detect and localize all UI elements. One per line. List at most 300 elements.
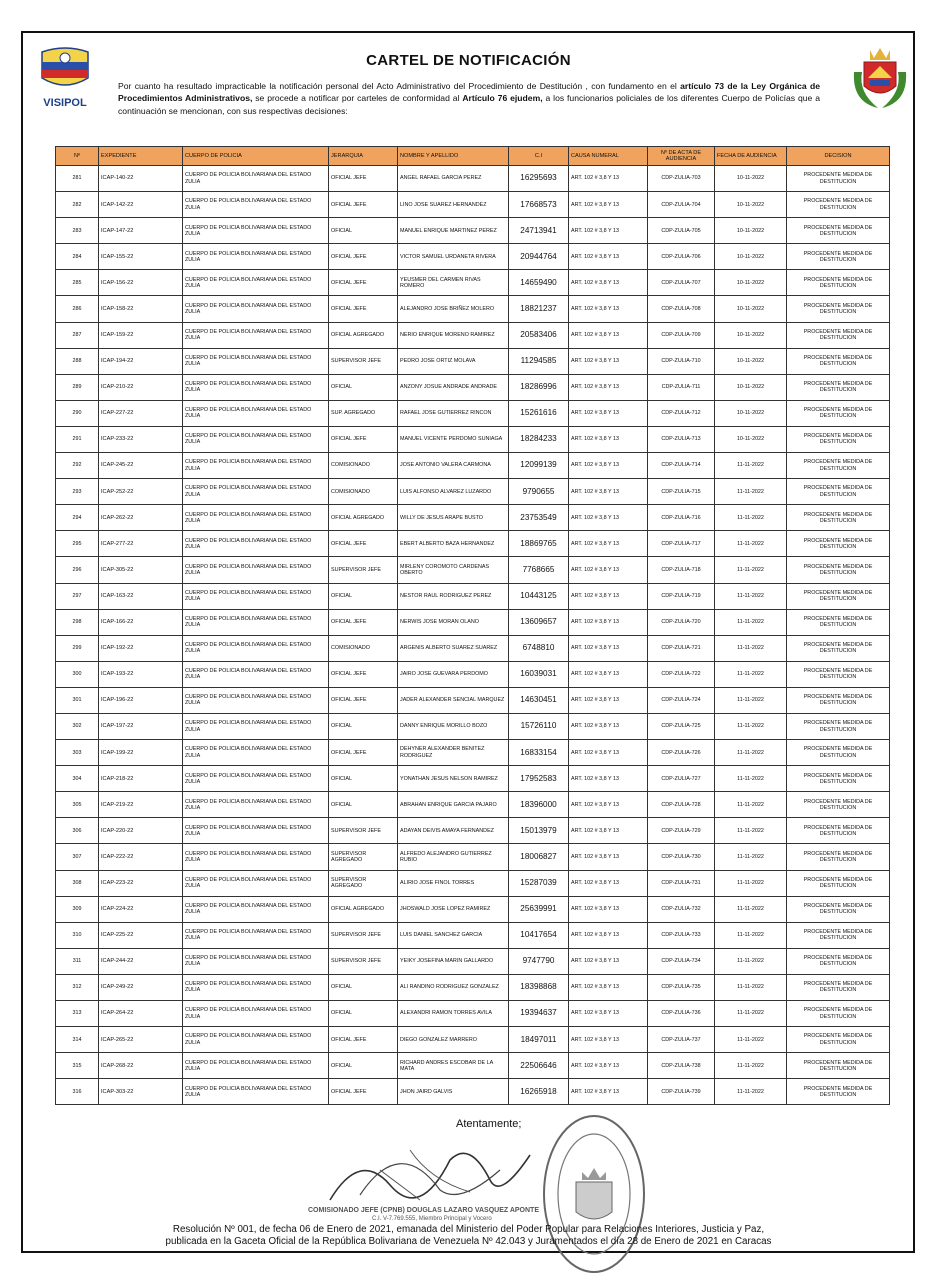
cell-decision: PROCEDENTE MEDIDA DE DESTITUCION [787, 192, 890, 218]
cell-jerarquia: OFICIAL JEFE [329, 270, 398, 296]
cell-causa: ART. 102 # 3,8 Y 13 [569, 192, 648, 218]
intro-text: se procede a notificar por carteles de conformidad al [252, 93, 463, 104]
cell-causa: ART. 102 # 3,8 Y 13 [569, 1027, 648, 1053]
cell-nombre: LUIS DANIEL SANCHEZ GARCIA [398, 922, 509, 948]
cell-acta: CDP-ZULIA-709 [648, 322, 715, 348]
cell-decision: PROCEDENTE MEDIDA DE DESTITUCION [787, 453, 890, 479]
cell-cuerpo: CUERPO DE POLICIA BOLIVARIANA DEL ESTADO ZULIA [183, 244, 329, 270]
cell-decision: PROCEDENTE MEDIDA DE DESTITUCION [787, 479, 890, 505]
cell-jerarquia: OFICIAL JEFE [329, 166, 398, 192]
cell-cuerpo: CUERPO DE POLICIA BOLIVARIANA DEL ESTADO ZULIA [183, 270, 329, 296]
cell-acta: CDP-ZULIA-719 [648, 583, 715, 609]
cell-ci: 16039031 [509, 661, 569, 687]
cell-ci: 6748810 [509, 635, 569, 661]
cell-fecha: 11-11-2022 [715, 870, 787, 896]
cell-acta: CDP-ZULIA-736 [648, 1001, 715, 1027]
cell-ci: 23753549 [509, 505, 569, 531]
cell-decision: PROCEDENTE MEDIDA DE DESTITUCION [787, 557, 890, 583]
cell-acta: CDP-ZULIA-718 [648, 557, 715, 583]
cell-cuerpo: CUERPO DE POLICIA BOLIVARIANA DEL ESTADO ZULIA [183, 635, 329, 661]
cell-causa: ART. 102 # 3,8 Y 13 [569, 400, 648, 426]
page-title: CARTEL DE NOTIFICACIÓN [366, 52, 571, 69]
table-row [56, 244, 890, 270]
cell-causa: ART. 102 # 3,8 Y 13 [569, 531, 648, 557]
table-row [56, 1079, 890, 1105]
cell-ci: 9790655 [509, 479, 569, 505]
cell-decision: PROCEDENTE MEDIDA DE DESTITUCION [787, 1053, 890, 1079]
cell-decision: PROCEDENTE MEDIDA DE DESTITUCION [787, 661, 890, 687]
cell-nombre: WILLY DE JESUS ARAPE BUSTO [398, 505, 509, 531]
official-seal-stamp [540, 1112, 648, 1276]
cell-expediente: ICAP-264-22 [99, 1001, 183, 1027]
cell-jerarquia: OFICIAL JEFE [329, 1079, 398, 1105]
table-row [56, 635, 890, 661]
table-row [56, 1027, 890, 1053]
cell-fecha: 11-11-2022 [715, 1079, 787, 1105]
cell-expediente: ICAP-252-22 [99, 479, 183, 505]
table-row [56, 322, 890, 348]
cell-jerarquia: OFICIAL JEFE [329, 609, 398, 635]
table-row [56, 400, 890, 426]
cell-decision: PROCEDENTE MEDIDA DE DESTITUCION [787, 166, 890, 192]
cell-nombre: NESTOR RAUL RODRIGUEZ PEREZ [398, 583, 509, 609]
table-row [56, 661, 890, 687]
cell-acta: CDP-ZULIA-732 [648, 896, 715, 922]
cell-decision: PROCEDENTE MEDIDA DE DESTITUCION [787, 531, 890, 557]
cell-acta: CDP-ZULIA-734 [648, 948, 715, 974]
cell-decision: PROCEDENTE MEDIDA DE DESTITUCION [787, 766, 890, 792]
cell-decision: PROCEDENTE MEDIDA DE DESTITUCION [787, 687, 890, 713]
cell-acta: CDP-ZULIA-708 [648, 296, 715, 322]
cell-expediente: ICAP-223-22 [99, 870, 183, 896]
cell-acta: CDP-ZULIA-739 [648, 1079, 715, 1105]
cell-acta: CDP-ZULIA-714 [648, 453, 715, 479]
cell-cuerpo: CUERPO DE POLICIA BOLIVARIANA DEL ESTADO ZULIA [183, 792, 329, 818]
cell-number: 296 [56, 557, 99, 583]
cell-fecha: 10-11-2022 [715, 426, 787, 452]
cell-cuerpo: CUERPO DE POLICIA BOLIVARIANA DEL ESTADO ZULIA [183, 1053, 329, 1079]
cell-number: 299 [56, 635, 99, 661]
cell-acta: CDP-ZULIA-731 [648, 870, 715, 896]
table-row [56, 896, 890, 922]
cell-ci: 17668573 [509, 192, 569, 218]
cell-fecha: 11-11-2022 [715, 948, 787, 974]
table-row [56, 766, 890, 792]
cell-cuerpo: CUERPO DE POLICIA BOLIVARIANA DEL ESTADO ZULIA [183, 166, 329, 192]
cell-nombre: DIEGO GONZALEZ MARRERO [398, 1027, 509, 1053]
cell-decision: PROCEDENTE MEDIDA DE DESTITUCION [787, 844, 890, 870]
cell-fecha: 11-11-2022 [715, 713, 787, 739]
cell-ci: 22506646 [509, 1053, 569, 1079]
cell-number: 305 [56, 792, 99, 818]
cell-jerarquia: OFICIAL [329, 1053, 398, 1079]
cell-expediente: ICAP-159-22 [99, 322, 183, 348]
cell-decision: PROCEDENTE MEDIDA DE DESTITUCION [787, 348, 890, 374]
table-row [56, 166, 890, 192]
cell-jerarquia: COMISIONADO [329, 479, 398, 505]
cell-number: 292 [56, 453, 99, 479]
cell-number: 289 [56, 374, 99, 400]
cell-jerarquia: OFICIAL JEFE [329, 531, 398, 557]
cell-cuerpo: CUERPO DE POLICIA BOLIVARIANA DEL ESTADO ZULIA [183, 687, 329, 713]
cell-expediente: ICAP-142-22 [99, 192, 183, 218]
table-row [56, 218, 890, 244]
cell-cuerpo: CUERPO DE POLICIA BOLIVARIANA DEL ESTADO ZULIA [183, 557, 329, 583]
cell-fecha: 11-11-2022 [715, 479, 787, 505]
cell-acta: CDP-ZULIA-717 [648, 531, 715, 557]
cell-causa: ART. 102 # 3,8 Y 13 [569, 322, 648, 348]
cell-acta: CDP-ZULIA-730 [648, 844, 715, 870]
cell-decision: PROCEDENTE MEDIDA DE DESTITUCION [787, 244, 890, 270]
cell-jerarquia: OFICIAL JEFE [329, 1027, 398, 1053]
cell-cuerpo: CUERPO DE POLICIA BOLIVARIANA DEL ESTADO ZULIA [183, 661, 329, 687]
cell-number: 283 [56, 218, 99, 244]
cell-fecha: 10-11-2022 [715, 270, 787, 296]
cell-acta: CDP-ZULIA-721 [648, 635, 715, 661]
table-row [56, 557, 890, 583]
cell-expediente: ICAP-219-22 [99, 792, 183, 818]
cell-expediente: ICAP-163-22 [99, 583, 183, 609]
cell-fecha: 11-11-2022 [715, 896, 787, 922]
table-row [56, 818, 890, 844]
cell-number: 316 [56, 1079, 99, 1105]
cell-acta: CDP-ZULIA-716 [648, 505, 715, 531]
cell-decision: PROCEDENTE MEDIDA DE DESTITUCION [787, 322, 890, 348]
cell-causa: ART. 102 # 3,8 Y 13 [569, 244, 648, 270]
cell-acta: CDP-ZULIA-726 [648, 740, 715, 766]
cell-jerarquia: OFICIAL AGREGADO [329, 896, 398, 922]
cell-expediente: ICAP-225-22 [99, 922, 183, 948]
cell-acta: CDP-ZULIA-705 [648, 218, 715, 244]
cell-decision: PROCEDENTE MEDIDA DE DESTITUCION [787, 374, 890, 400]
cell-nombre: JHON JAIRD GALVIS [398, 1079, 509, 1105]
cell-expediente: ICAP-233-22 [99, 426, 183, 452]
cell-decision: PROCEDENTE MEDIDA DE DESTITUCION [787, 713, 890, 739]
cell-causa: ART. 102 # 3,8 Y 13 [569, 218, 648, 244]
cell-fecha: 11-11-2022 [715, 453, 787, 479]
cell-number: 311 [56, 948, 99, 974]
table-row [56, 687, 890, 713]
cell-ci: 16265918 [509, 1079, 569, 1105]
cell-jerarquia: SUP. AGREGADO [329, 400, 398, 426]
cell-fecha: 11-11-2022 [715, 974, 787, 1000]
cell-cuerpo: CUERPO DE POLICIA BOLIVARIANA DEL ESTADO ZULIA [183, 374, 329, 400]
cell-decision: PROCEDENTE MEDIDA DE DESTITUCION [787, 740, 890, 766]
cell-jerarquia: OFICIAL JEFE [329, 426, 398, 452]
cell-fecha: 10-11-2022 [715, 400, 787, 426]
cell-number: 295 [56, 531, 99, 557]
cell-nombre: PEDRO JOSE ORTIZ MOLAVA [398, 348, 509, 374]
cell-number: 284 [56, 244, 99, 270]
cell-jerarquia: SUPERVISOR JEFE [329, 948, 398, 974]
cell-expediente: ICAP-156-22 [99, 270, 183, 296]
cell-causa: ART. 102 # 3,8 Y 13 [569, 948, 648, 974]
cell-decision: PROCEDENTE MEDIDA DE DESTITUCION [787, 270, 890, 296]
cell-nombre: RAFAEL JOSE GUTIERREZ RINCON [398, 400, 509, 426]
cell-fecha: 11-11-2022 [715, 1053, 787, 1079]
col-header-ci: C.I [509, 147, 569, 166]
handwritten-signature [300, 1130, 560, 1210]
cell-fecha: 11-11-2022 [715, 505, 787, 531]
cell-nombre: ARGENIS ALBERTO SUAREZ SUAREZ [398, 635, 509, 661]
cell-causa: ART. 102 # 3,8 Y 13 [569, 844, 648, 870]
cell-cuerpo: CUERPO DE POLICIA BOLIVARIANA DEL ESTADO ZULIA [183, 844, 329, 870]
cell-jerarquia: OFICIAL [329, 713, 398, 739]
cell-ci: 19394637 [509, 1001, 569, 1027]
table-row [56, 870, 890, 896]
cell-acta: CDP-ZULIA-733 [648, 922, 715, 948]
cell-expediente: ICAP-244-22 [99, 948, 183, 974]
cell-decision: PROCEDENTE MEDIDA DE DESTITUCION [787, 583, 890, 609]
cell-nombre: DANNY ENRIQUE MORILLO BOZO [398, 713, 509, 739]
cell-decision: PROCEDENTE MEDIDA DE DESTITUCION [787, 870, 890, 896]
intro-text: Por cuanto ha resultado impracticable la notificación personal del Acto Administrativo del Procedimiento de Destitución , con fundamento en el [118, 81, 681, 91]
cell-cuerpo: CUERPO DE POLICIA BOLIVARIANA DEL ESTADO ZULIA [183, 818, 329, 844]
cell-decision: PROCEDENTE MEDIDA DE DESTITUCION [787, 505, 890, 531]
cell-jerarquia: SUPERVISOR JEFE [329, 818, 398, 844]
cell-fecha: 11-11-2022 [715, 740, 787, 766]
cell-acta: CDP-ZULIA-729 [648, 818, 715, 844]
cell-nombre: LUIS ALFONSO ALVAREZ LUZARDO [398, 479, 509, 505]
cell-fecha: 11-11-2022 [715, 792, 787, 818]
cell-expediente: ICAP-220-22 [99, 818, 183, 844]
cell-number: 310 [56, 922, 99, 948]
cell-jerarquia: OFICIAL [329, 374, 398, 400]
cell-ci: 18497011 [509, 1027, 569, 1053]
cell-ci: 16295693 [509, 166, 569, 192]
table-row [56, 844, 890, 870]
cell-causa: ART. 102 # 3,8 Y 13 [569, 453, 648, 479]
table-row [56, 1001, 890, 1027]
cell-fecha: 10-11-2022 [715, 348, 787, 374]
cell-ci: 17952583 [509, 766, 569, 792]
cell-ci: 15261616 [509, 400, 569, 426]
cell-nombre: VICTOR SAMUEL URDANETA RIVERA [398, 244, 509, 270]
cell-jerarquia: COMISIONADO [329, 635, 398, 661]
table-row [56, 974, 890, 1000]
cell-decision: PROCEDENTE MEDIDA DE DESTITUCION [787, 296, 890, 322]
cell-ci: 18284233 [509, 426, 569, 452]
cell-jerarquia: SUPERVISOR JEFE [329, 348, 398, 374]
cell-fecha: 11-11-2022 [715, 557, 787, 583]
cell-acta: CDP-ZULIA-715 [648, 479, 715, 505]
cell-causa: ART. 102 # 3,8 Y 13 [569, 1079, 648, 1105]
cell-jerarquia: OFICIAL JEFE [329, 661, 398, 687]
cell-number: 293 [56, 479, 99, 505]
cell-nombre: JADER ALEXANDER SENCIAL MARQUEZ [398, 687, 509, 713]
cell-ci: 18396000 [509, 792, 569, 818]
cell-number: 314 [56, 1027, 99, 1053]
cell-fecha: 11-11-2022 [715, 609, 787, 635]
cell-nombre: RICHARD ANDRES ESCOBAR DE LA MATA [398, 1053, 509, 1079]
table-row [56, 948, 890, 974]
cell-nombre: MANUEL ENRIQUE MARTINEZ PEREZ [398, 218, 509, 244]
cell-number: 315 [56, 1053, 99, 1079]
cell-nombre: JAIRO JOSE GUEVARA PERDOMO [398, 661, 509, 687]
cell-fecha: 11-11-2022 [715, 818, 787, 844]
cell-expediente: ICAP-196-22 [99, 687, 183, 713]
cell-acta: CDP-ZULIA-710 [648, 348, 715, 374]
cell-ci: 12099139 [509, 453, 569, 479]
cell-cuerpo: CUERPO DE POLICIA BOLIVARIANA DEL ESTADO ZULIA [183, 922, 329, 948]
cell-cuerpo: CUERPO DE POLICIA BOLIVARIANA DEL ESTADO ZULIA [183, 505, 329, 531]
cell-acta: CDP-ZULIA-713 [648, 426, 715, 452]
cell-fecha: 11-11-2022 [715, 583, 787, 609]
cell-number: 313 [56, 1001, 99, 1027]
cell-expediente: ICAP-245-22 [99, 453, 183, 479]
table-row [56, 479, 890, 505]
table-row [56, 453, 890, 479]
cell-acta: CDP-ZULIA-704 [648, 192, 715, 218]
cell-number: 287 [56, 322, 99, 348]
cell-expediente: ICAP-262-22 [99, 505, 183, 531]
cell-causa: ART. 102 # 3,8 Y 13 [569, 348, 648, 374]
cell-nombre: YEIKY JOSEFINA MARIN GALLARDO [398, 948, 509, 974]
cell-expediente: ICAP-166-22 [99, 609, 183, 635]
table-header-row [56, 147, 890, 166]
cell-number: 312 [56, 974, 99, 1000]
cell-nombre: ADAYAN DEIVIS AMAYA FERNANDEZ [398, 818, 509, 844]
cell-nombre: JOSE ANTONIO VALERA CARMONA [398, 453, 509, 479]
cell-nombre: ALIRIO JOSE FINOL TORRES [398, 870, 509, 896]
cell-decision: PROCEDENTE MEDIDA DE DESTITUCION [787, 974, 890, 1000]
cell-causa: ART. 102 # 3,8 Y 13 [569, 635, 648, 661]
cell-expediente: ICAP-249-22 [99, 974, 183, 1000]
cell-ci: 15726110 [509, 713, 569, 739]
cell-causa: ART. 102 # 3,8 Y 13 [569, 583, 648, 609]
cell-expediente: ICAP-210-22 [99, 374, 183, 400]
cell-causa: ART. 102 # 3,8 Y 13 [569, 740, 648, 766]
cell-number: 288 [56, 348, 99, 374]
cell-causa: ART. 102 # 3,8 Y 13 [569, 766, 648, 792]
table-row [56, 713, 890, 739]
intro-text: a los funcionarios policiales de los diferentes Cuerpo de Policías que a continuación se mencionan, con sus respectivas decisiones: [118, 93, 820, 116]
cell-causa: ART. 102 # 3,8 Y 13 [569, 974, 648, 1000]
cell-acta: CDP-ZULIA-728 [648, 792, 715, 818]
cell-causa: ART. 102 # 3,8 Y 13 [569, 557, 648, 583]
cell-number: 294 [56, 505, 99, 531]
table-row [56, 922, 890, 948]
cell-number: 302 [56, 713, 99, 739]
cell-ci: 18398868 [509, 974, 569, 1000]
cell-cuerpo: CUERPO DE POLICIA BOLIVARIANA DEL ESTADO ZULIA [183, 479, 329, 505]
cell-jerarquia: OFICIAL JEFE [329, 192, 398, 218]
cell-expediente: ICAP-158-22 [99, 296, 183, 322]
table-row [56, 1053, 890, 1079]
cell-ci: 18006827 [509, 844, 569, 870]
cell-cuerpo: CUERPO DE POLICIA BOLIVARIANA DEL ESTADO ZULIA [183, 896, 329, 922]
cell-ci: 18286996 [509, 374, 569, 400]
intro-paragraph [118, 80, 820, 117]
table-row [56, 792, 890, 818]
cell-nombre: NERWIS JOSE MORAN OLANO [398, 609, 509, 635]
cell-decision: PROCEDENTE MEDIDA DE DESTITUCION [787, 922, 890, 948]
cell-fecha: 11-11-2022 [715, 766, 787, 792]
cell-fecha: 10-11-2022 [715, 296, 787, 322]
cell-fecha: 11-11-2022 [715, 844, 787, 870]
cell-fecha: 10-11-2022 [715, 166, 787, 192]
cell-causa: ART. 102 # 3,8 Y 13 [569, 713, 648, 739]
cell-expediente: ICAP-218-22 [99, 766, 183, 792]
cell-cuerpo: CUERPO DE POLICIA BOLIVARIANA DEL ESTADO ZULIA [183, 400, 329, 426]
cell-decision: PROCEDENTE MEDIDA DE DESTITUCION [787, 896, 890, 922]
col-header-jerarquia: JERARQUIA [329, 147, 398, 166]
cell-number: 281 [56, 166, 99, 192]
cell-ci: 10417654 [509, 922, 569, 948]
cell-cuerpo: CUERPO DE POLICIA BOLIVARIANA DEL ESTADO ZULIA [183, 1027, 329, 1053]
cell-ci: 14659490 [509, 270, 569, 296]
cell-causa: ART. 102 # 3,8 Y 13 [569, 818, 648, 844]
cell-cuerpo: CUERPO DE POLICIA BOLIVARIANA DEL ESTADO ZULIA [183, 974, 329, 1000]
cell-ci: 20583406 [509, 322, 569, 348]
cell-cuerpo: CUERPO DE POLICIA BOLIVARIANA DEL ESTADO ZULIA [183, 426, 329, 452]
cell-cuerpo: CUERPO DE POLICIA BOLIVARIANA DEL ESTADO ZULIA [183, 192, 329, 218]
cell-causa: ART. 102 # 3,8 Y 13 [569, 1053, 648, 1079]
cell-fecha: 11-11-2022 [715, 1027, 787, 1053]
cell-expediente: ICAP-303-22 [99, 1079, 183, 1105]
cell-decision: PROCEDENTE MEDIDA DE DESTITUCION [787, 609, 890, 635]
cell-cuerpo: CUERPO DE POLICIA BOLIVARIANA DEL ESTADO ZULIA [183, 948, 329, 974]
cell-cuerpo: CUERPO DE POLICIA BOLIVARIANA DEL ESTADO ZULIA [183, 766, 329, 792]
signer-name: COMISIONADO JEFE (CPNB) DOUGLAS LAZARO VASQUEZ APONTE [308, 1207, 540, 1214]
table-row [56, 296, 890, 322]
cell-cuerpo: CUERPO DE POLICIA BOLIVARIANA DEL ESTADO ZULIA [183, 453, 329, 479]
table-row [56, 426, 890, 452]
cell-decision: PROCEDENTE MEDIDA DE DESTITUCION [787, 1001, 890, 1027]
cell-nombre: MANUEL VICENTE PERDOMO SUNIAGA [398, 426, 509, 452]
cell-jerarquia: SUPERVISOR JEFE [329, 557, 398, 583]
cell-number: 300 [56, 661, 99, 687]
cell-jerarquia: SUPERVISOR AGREGADO [329, 870, 398, 896]
cell-expediente: ICAP-193-22 [99, 661, 183, 687]
cell-expediente: ICAP-277-22 [99, 531, 183, 557]
cell-cuerpo: CUERPO DE POLICIA BOLIVARIANA DEL ESTADO ZULIA [183, 1079, 329, 1105]
cell-causa: ART. 102 # 3,8 Y 13 [569, 661, 648, 687]
cell-jerarquia: OFICIAL JEFE [329, 740, 398, 766]
cell-causa: ART. 102 # 3,8 Y 13 [569, 479, 648, 505]
cell-acta: CDP-ZULIA-738 [648, 1053, 715, 1079]
cell-nombre: LINO JOSE SUAREZ HERNANDEZ [398, 192, 509, 218]
cell-causa: ART. 102 # 3,8 Y 13 [569, 426, 648, 452]
cell-jerarquia: OFICIAL [329, 766, 398, 792]
col-header-fecha: FECHA DE AUDIENCIA [715, 147, 787, 166]
cell-jerarquia: OFICIAL [329, 583, 398, 609]
cell-cuerpo: CUERPO DE POLICIA BOLIVARIANA DEL ESTADO ZULIA [183, 609, 329, 635]
col-header-nombre: NOMBRE Y APELLIDO [398, 147, 509, 166]
cell-expediente: ICAP-147-22 [99, 218, 183, 244]
cell-number: 304 [56, 766, 99, 792]
cell-acta: CDP-ZULIA-712 [648, 400, 715, 426]
cell-expediente: ICAP-224-22 [99, 896, 183, 922]
cell-nombre: ALEXANDRI RAMON TORRES AVILA [398, 1001, 509, 1027]
cell-number: 298 [56, 609, 99, 635]
cell-ci: 24713941 [509, 218, 569, 244]
cell-number: 282 [56, 192, 99, 218]
cell-cuerpo: CUERPO DE POLICIA BOLIVARIANA DEL ESTADO ZULIA [183, 740, 329, 766]
cell-nombre: MIRLENY COROMOTO CARDENAS OBERTO [398, 557, 509, 583]
cell-cuerpo: CUERPO DE POLICIA BOLIVARIANA DEL ESTADO ZULIA [183, 583, 329, 609]
cell-cuerpo: CUERPO DE POLICIA BOLIVARIANA DEL ESTADO ZULIA [183, 531, 329, 557]
cell-expediente: ICAP-222-22 [99, 844, 183, 870]
cell-causa: ART. 102 # 3,8 Y 13 [569, 792, 648, 818]
cell-ci: 25639991 [509, 896, 569, 922]
cell-nombre: ALFREDO ALEJANDRO GUTIERREZ RUBIO [398, 844, 509, 870]
cell-decision: PROCEDENTE MEDIDA DE DESTITUCION [787, 948, 890, 974]
col-header-number: Nº [56, 147, 99, 166]
cell-expediente: ICAP-265-22 [99, 1027, 183, 1053]
table-row [56, 348, 890, 374]
notification-table [55, 146, 890, 1105]
